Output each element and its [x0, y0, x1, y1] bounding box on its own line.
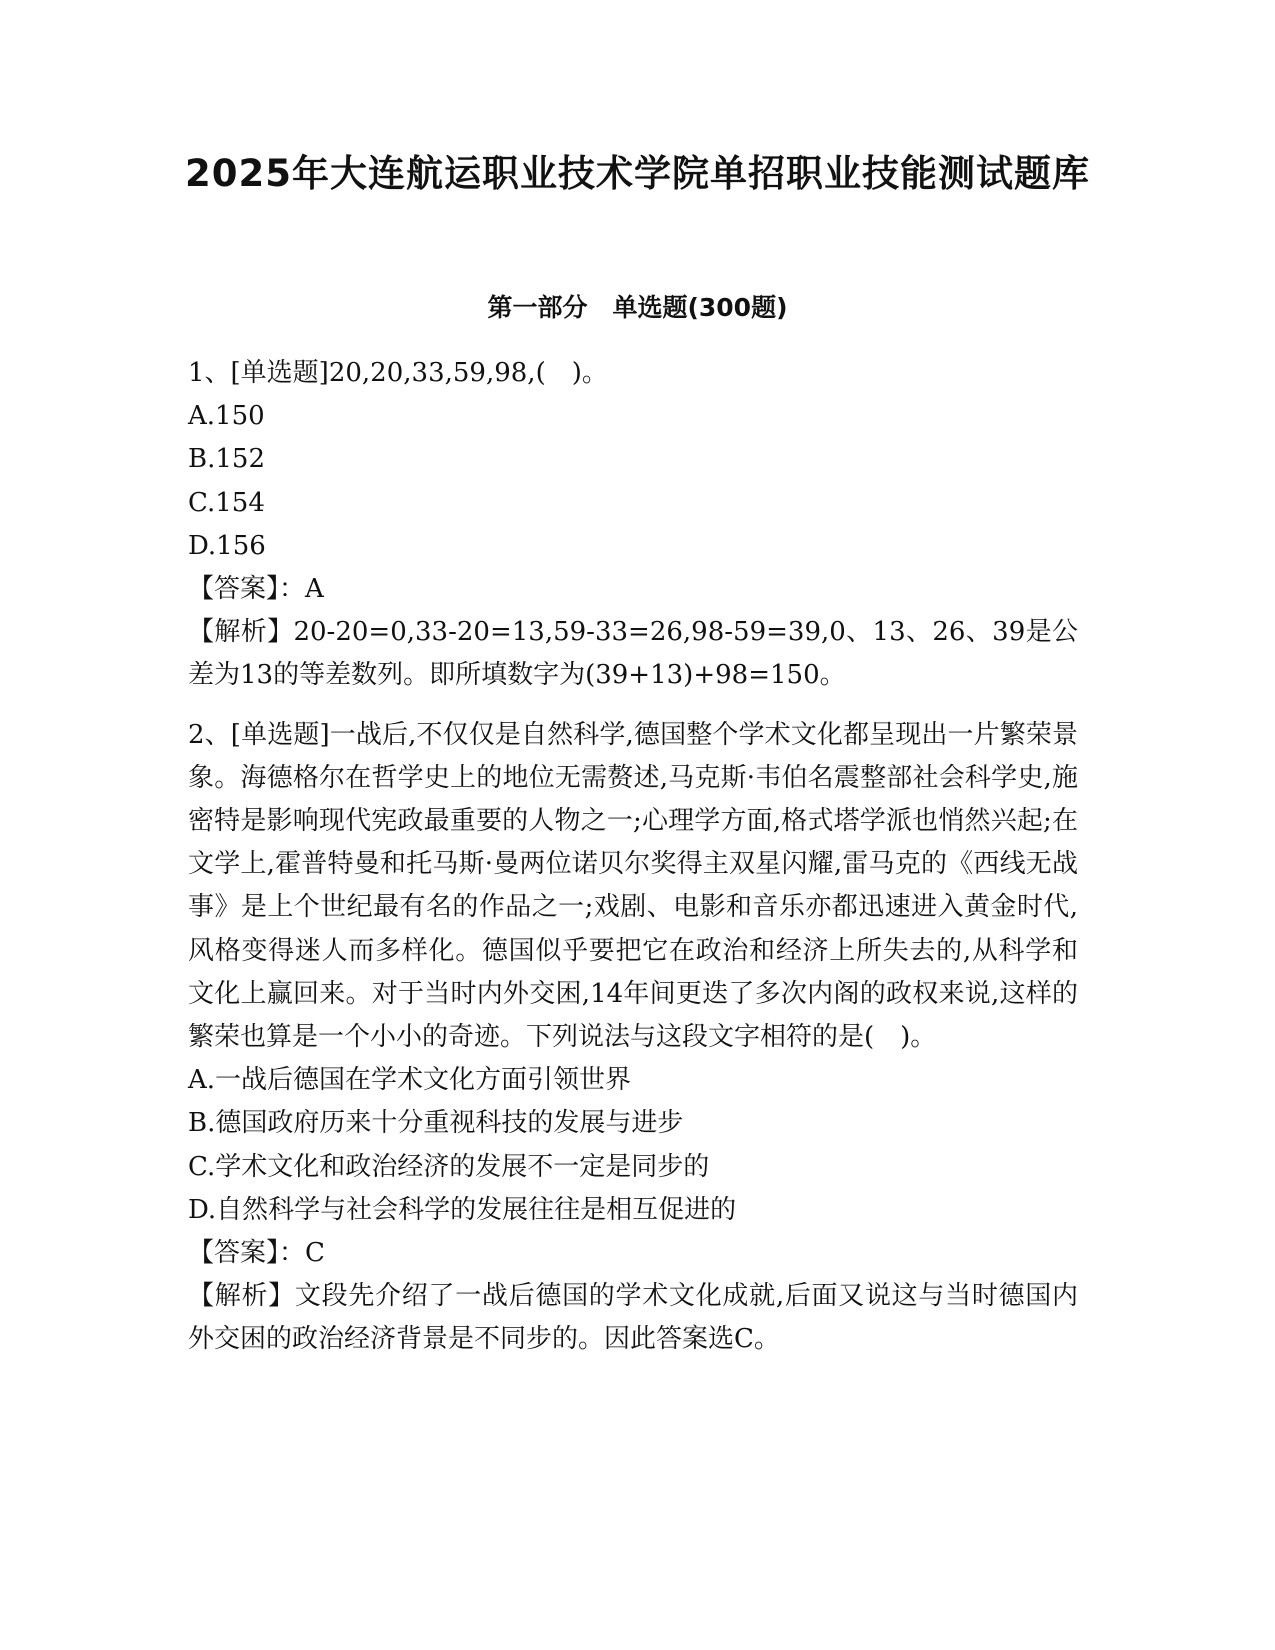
question-item: [188, 714, 1078, 1362]
section-heading: 第一部分 单选题(300题): [487, 293, 788, 322]
option-c: C.154: [188, 487, 265, 518]
answer-line: 【答案】：A: [188, 574, 324, 605]
answer-line: 【答案】：C: [188, 1238, 325, 1269]
analysis-text: 【解析】文段先介绍了一战后德国的学术文化成就,后面又说这与当时德国内外交困的政治经济背景是不同步的。因此答案选C。: [188, 1281, 1079, 1355]
option-c: C.学术文化和政治经济的发展不一定是同步的: [188, 1151, 710, 1182]
question-list: [188, 352, 1078, 1362]
question-stem: 1、[单选题]20,20,33,59,98,( )。: [188, 358, 608, 388]
option-a: A.一战后德国在学术文化方面引领世界: [188, 1065, 632, 1096]
option-d: D.自然科学与社会科学的发展往往是相互促进的: [188, 1194, 737, 1225]
question-stem: 2、[单选题]一战后,不仅仅是自然科学,德国整个学术文化都呈现出一片繁荣景象。海德格尔在哲学史上的地位无需赘述,马克斯·韦伯名震整部社会科学史,施密特是影响现代宪政最重要的人物之一;心理学方面,格式塔学派也悄然兴起;在文学上,霍普特曼和托马斯·曼两位诺贝尔奖得主双星闪耀,雷马克的《西线无战事》是上个世纪最有名的作品之一;戏剧、电影和音乐亦都迅速进入黄金时代,风格变得迷人而多样化。德国似乎要把它在政治和经济上所失去的,从科学和文化上赢回来。对于当时内外交困,14年间更迭了多次内阁的政权来说,这样的繁荣也算是一个小小的奇迹。下列说法与这段文字相符的是( )。: [188, 719, 1078, 1053]
option-d: D.156: [188, 530, 266, 561]
question-item: [188, 352, 1078, 698]
analysis-text: 【解析】20-20=0,33-20=13,59-33=26,98-59=39,0、13、26、39是公差为13的等差数列。即所填数字为(39+13)+98=150。: [188, 617, 1078, 691]
document-title: 2025年大连航运职业技术学院单招职业技能测试题库: [185, 152, 1090, 195]
option-b: B.152: [188, 444, 265, 475]
option-b: B.德国政府历来十分重视科技的发展与进步: [188, 1108, 684, 1139]
option-a: A.150: [188, 401, 265, 432]
